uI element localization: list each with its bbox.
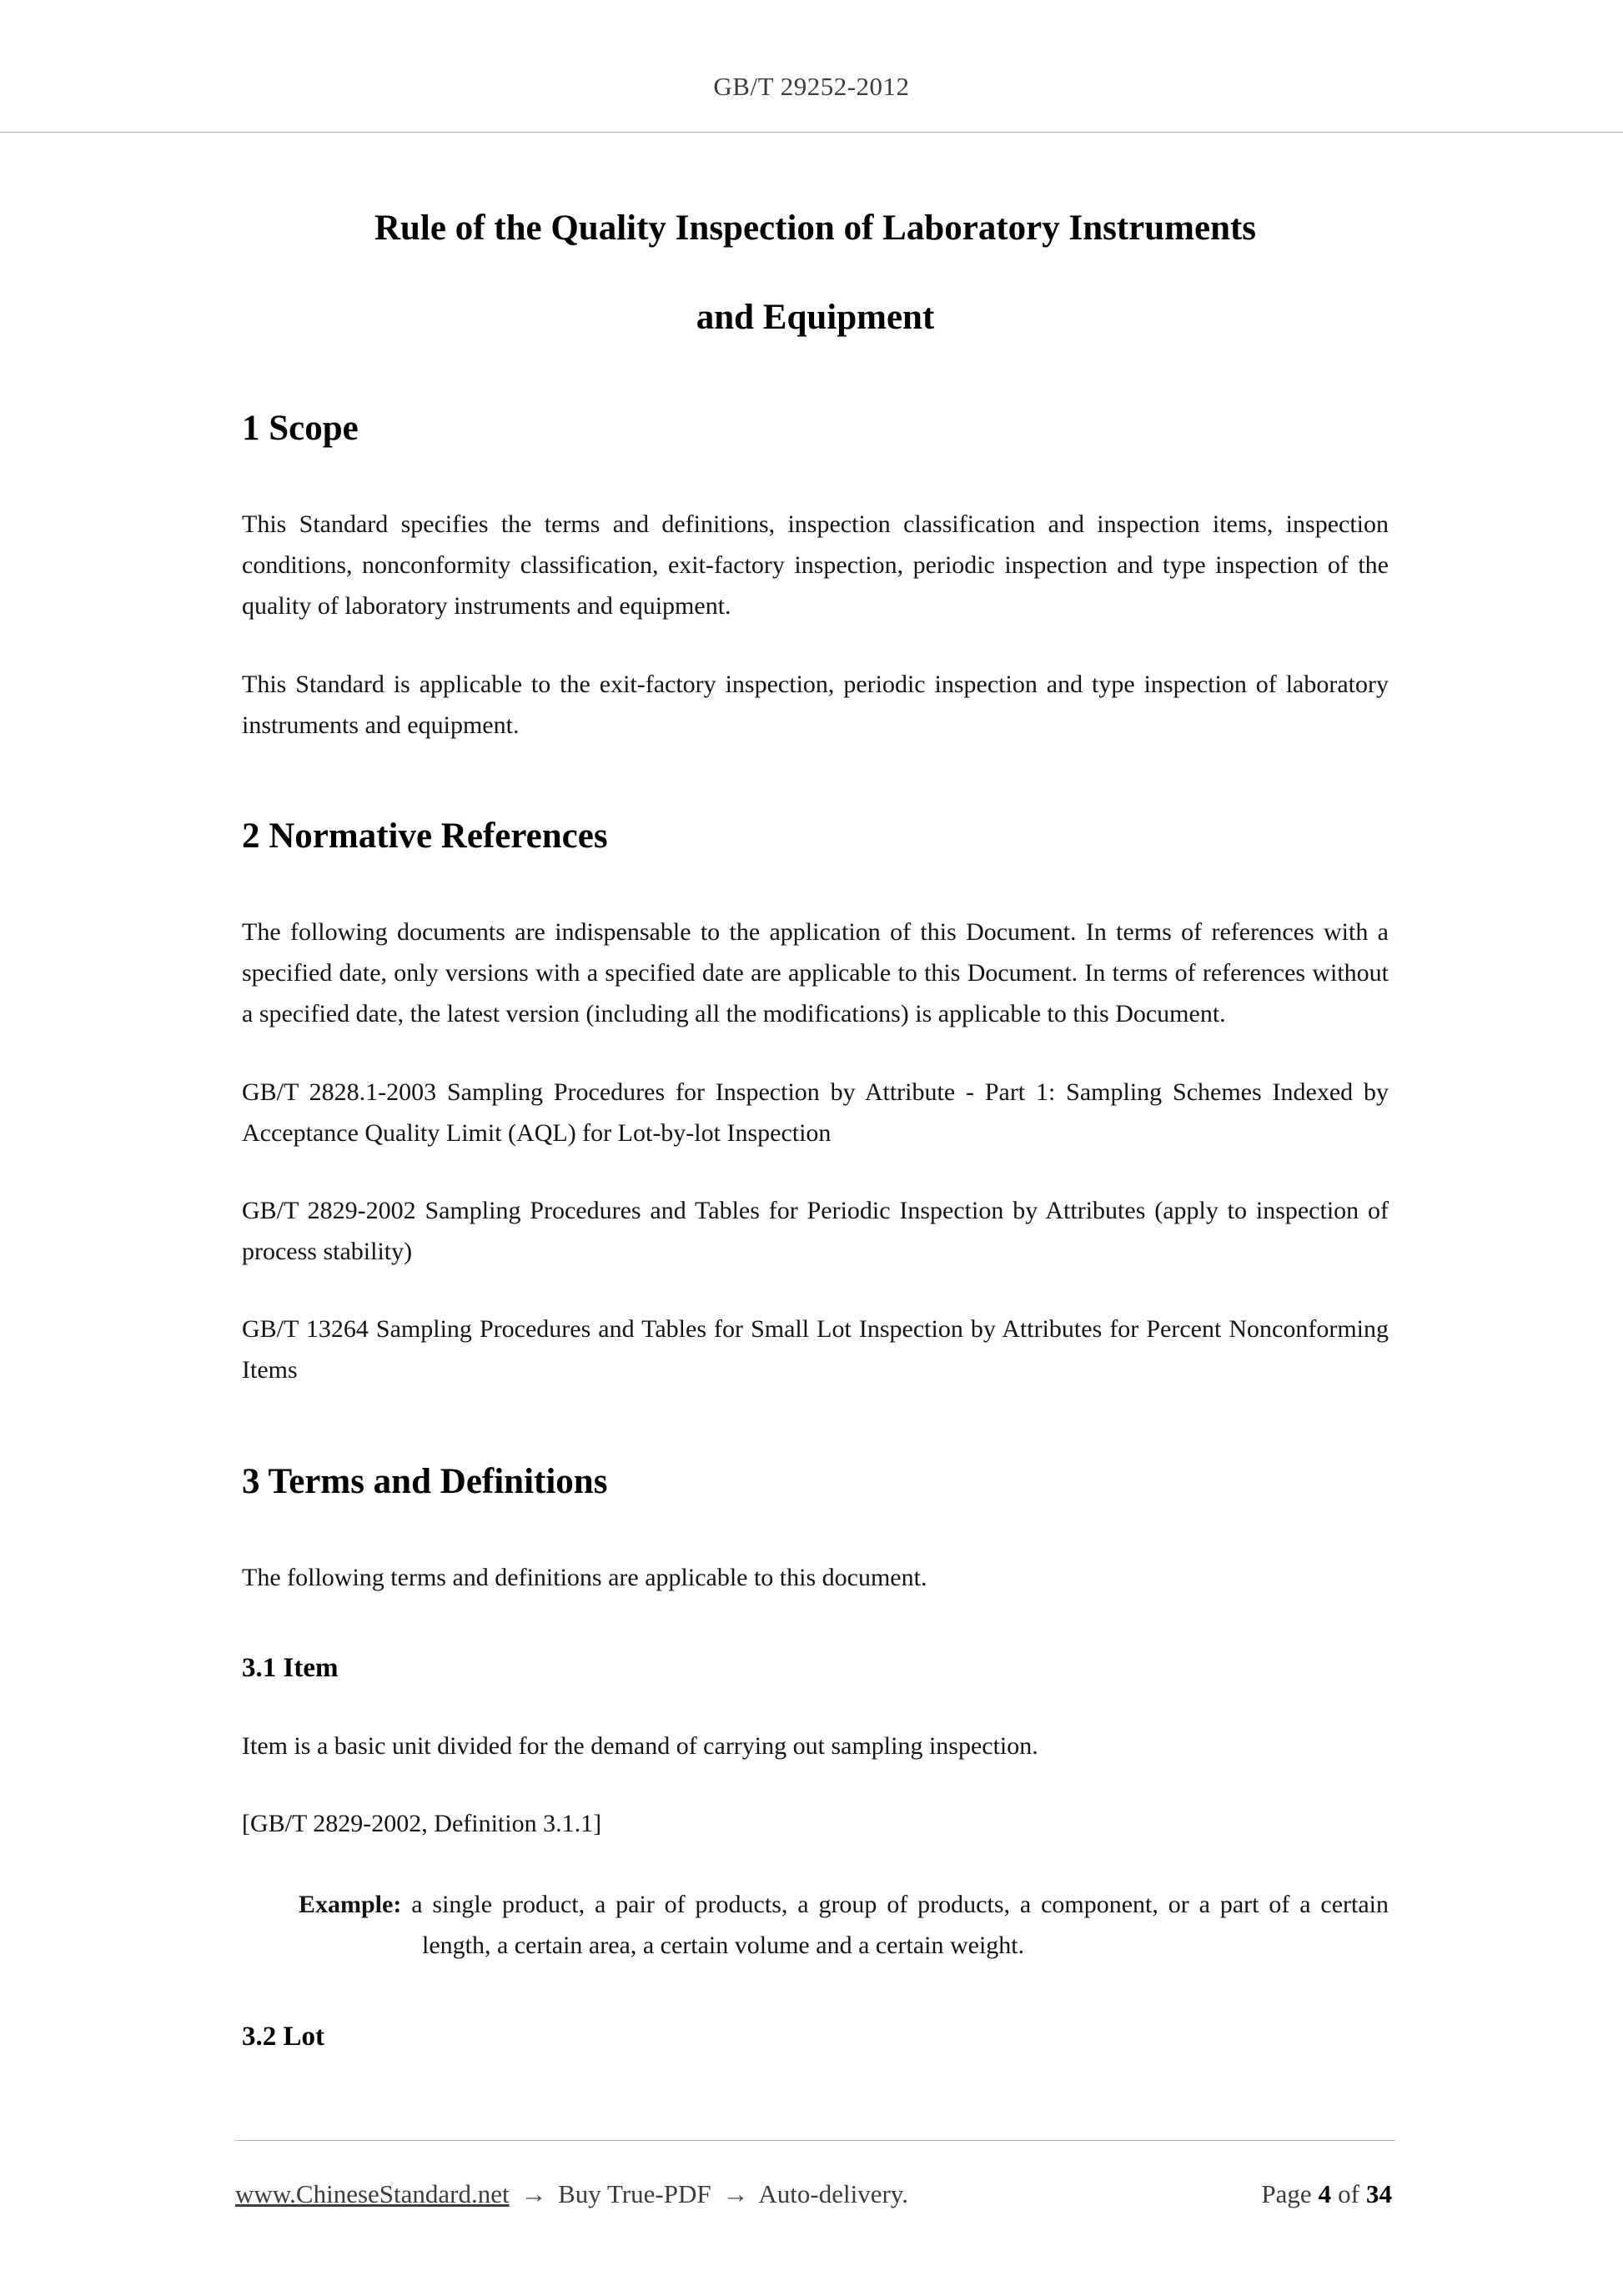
footer-divider xyxy=(235,2140,1395,2141)
scope-paragraph-2: This Standard is applicable to the exit-factory inspection, periodic inspection and type inspection of laboratory instruments and equipment. xyxy=(242,670,1389,739)
right-arrow-icon: → xyxy=(722,2179,749,2208)
subsection-3-2-lot-heading: 3.2 Lot xyxy=(242,2021,324,2052)
subsection-3-1-item-heading: 3.1 Item xyxy=(242,1652,339,1683)
terms-intro-paragraph: The following terms and definitions are applicable to this document. xyxy=(242,1563,927,1591)
total-page-number: 34 xyxy=(1366,2179,1392,2208)
of-label: of xyxy=(1338,2179,1359,2208)
title-line-1: Rule of the Quality Inspection of Laboratory Instruments xyxy=(374,208,1257,248)
footer-source-line xyxy=(235,2179,908,2209)
document-title xyxy=(242,208,1389,338)
normative-reference-3: GB/T 13264 Sampling Procedures and Tables for Small Lot Inspection by Attributes for Percent Nonconforming Items xyxy=(242,1315,1389,1384)
current-page-number: 4 xyxy=(1318,2179,1332,2208)
scope-paragraph-1: This Standard specifies the terms and definitions, inspection classification and inspection items, inspection conditions, nonconformity classification, exit-factory inspection, periodic inspection and type inspection of the quality of laboratory instruments and equipment. xyxy=(242,510,1389,620)
normative-intro-paragraph: The following documents are indispensable to the application of this Document. In terms of references with a specified date, only versions with a specified date are applicable to this Document. In terms of references without a specified date, the latest version (including all the modifications) is applicable to this Document. xyxy=(242,917,1389,1028)
example-label: Example: xyxy=(299,1891,402,1919)
section-2-normative-references-heading: 2 Normative References xyxy=(242,816,608,856)
header-divider xyxy=(0,132,1623,133)
section-1-scope-heading: 1 Scope xyxy=(242,409,359,448)
normative-reference-2: GB/T 2829-2002 Sampling Procedures and Tables for Periodic Inspection by Attributes (apply to inspection of process stability) xyxy=(242,1196,1389,1266)
buy-true-pdf-text: Buy True-PDF xyxy=(558,2179,711,2208)
footer-row xyxy=(235,2179,1395,2209)
item-source-reference: [GB/T 2829-2002, Definition 3.1.1] xyxy=(242,1810,602,1837)
document-content xyxy=(0,208,1623,2052)
normative-reference-1: GB/T 2828.1-2003 Sampling Procedures for Inspection by Attribute - Part 1: Sampling Schemes Indexed by Acceptance Quality Limit (AQL) for Lot-by-lot Inspection xyxy=(242,1078,1389,1147)
example-text: a single product, a pair of products, a group of products, a component, or a part of a certain length, a certain area, a certain volume and a certain weight. xyxy=(411,1891,1389,1960)
page-footer xyxy=(235,2140,1395,2296)
item-example-paragraph xyxy=(299,1884,1389,1966)
right-arrow-icon: → xyxy=(520,2179,547,2208)
page-indicator xyxy=(1258,2179,1395,2209)
standard-number: GB/T 29252-2012 xyxy=(713,72,910,101)
page-label: Page xyxy=(1261,2179,1312,2208)
auto-delivery-text: Auto-delivery. xyxy=(758,2179,909,2208)
site-link[interactable]: www.ChineseStandard.net xyxy=(235,2179,510,2208)
page-header xyxy=(0,0,1623,133)
section-3-terms-definitions-heading: 3 Terms and Definitions xyxy=(242,1461,608,1501)
title-line-2: and Equipment xyxy=(696,298,935,337)
item-definition-paragraph: Item is a basic unit divided for the demand of carrying out sampling inspection. xyxy=(242,1731,1038,1760)
